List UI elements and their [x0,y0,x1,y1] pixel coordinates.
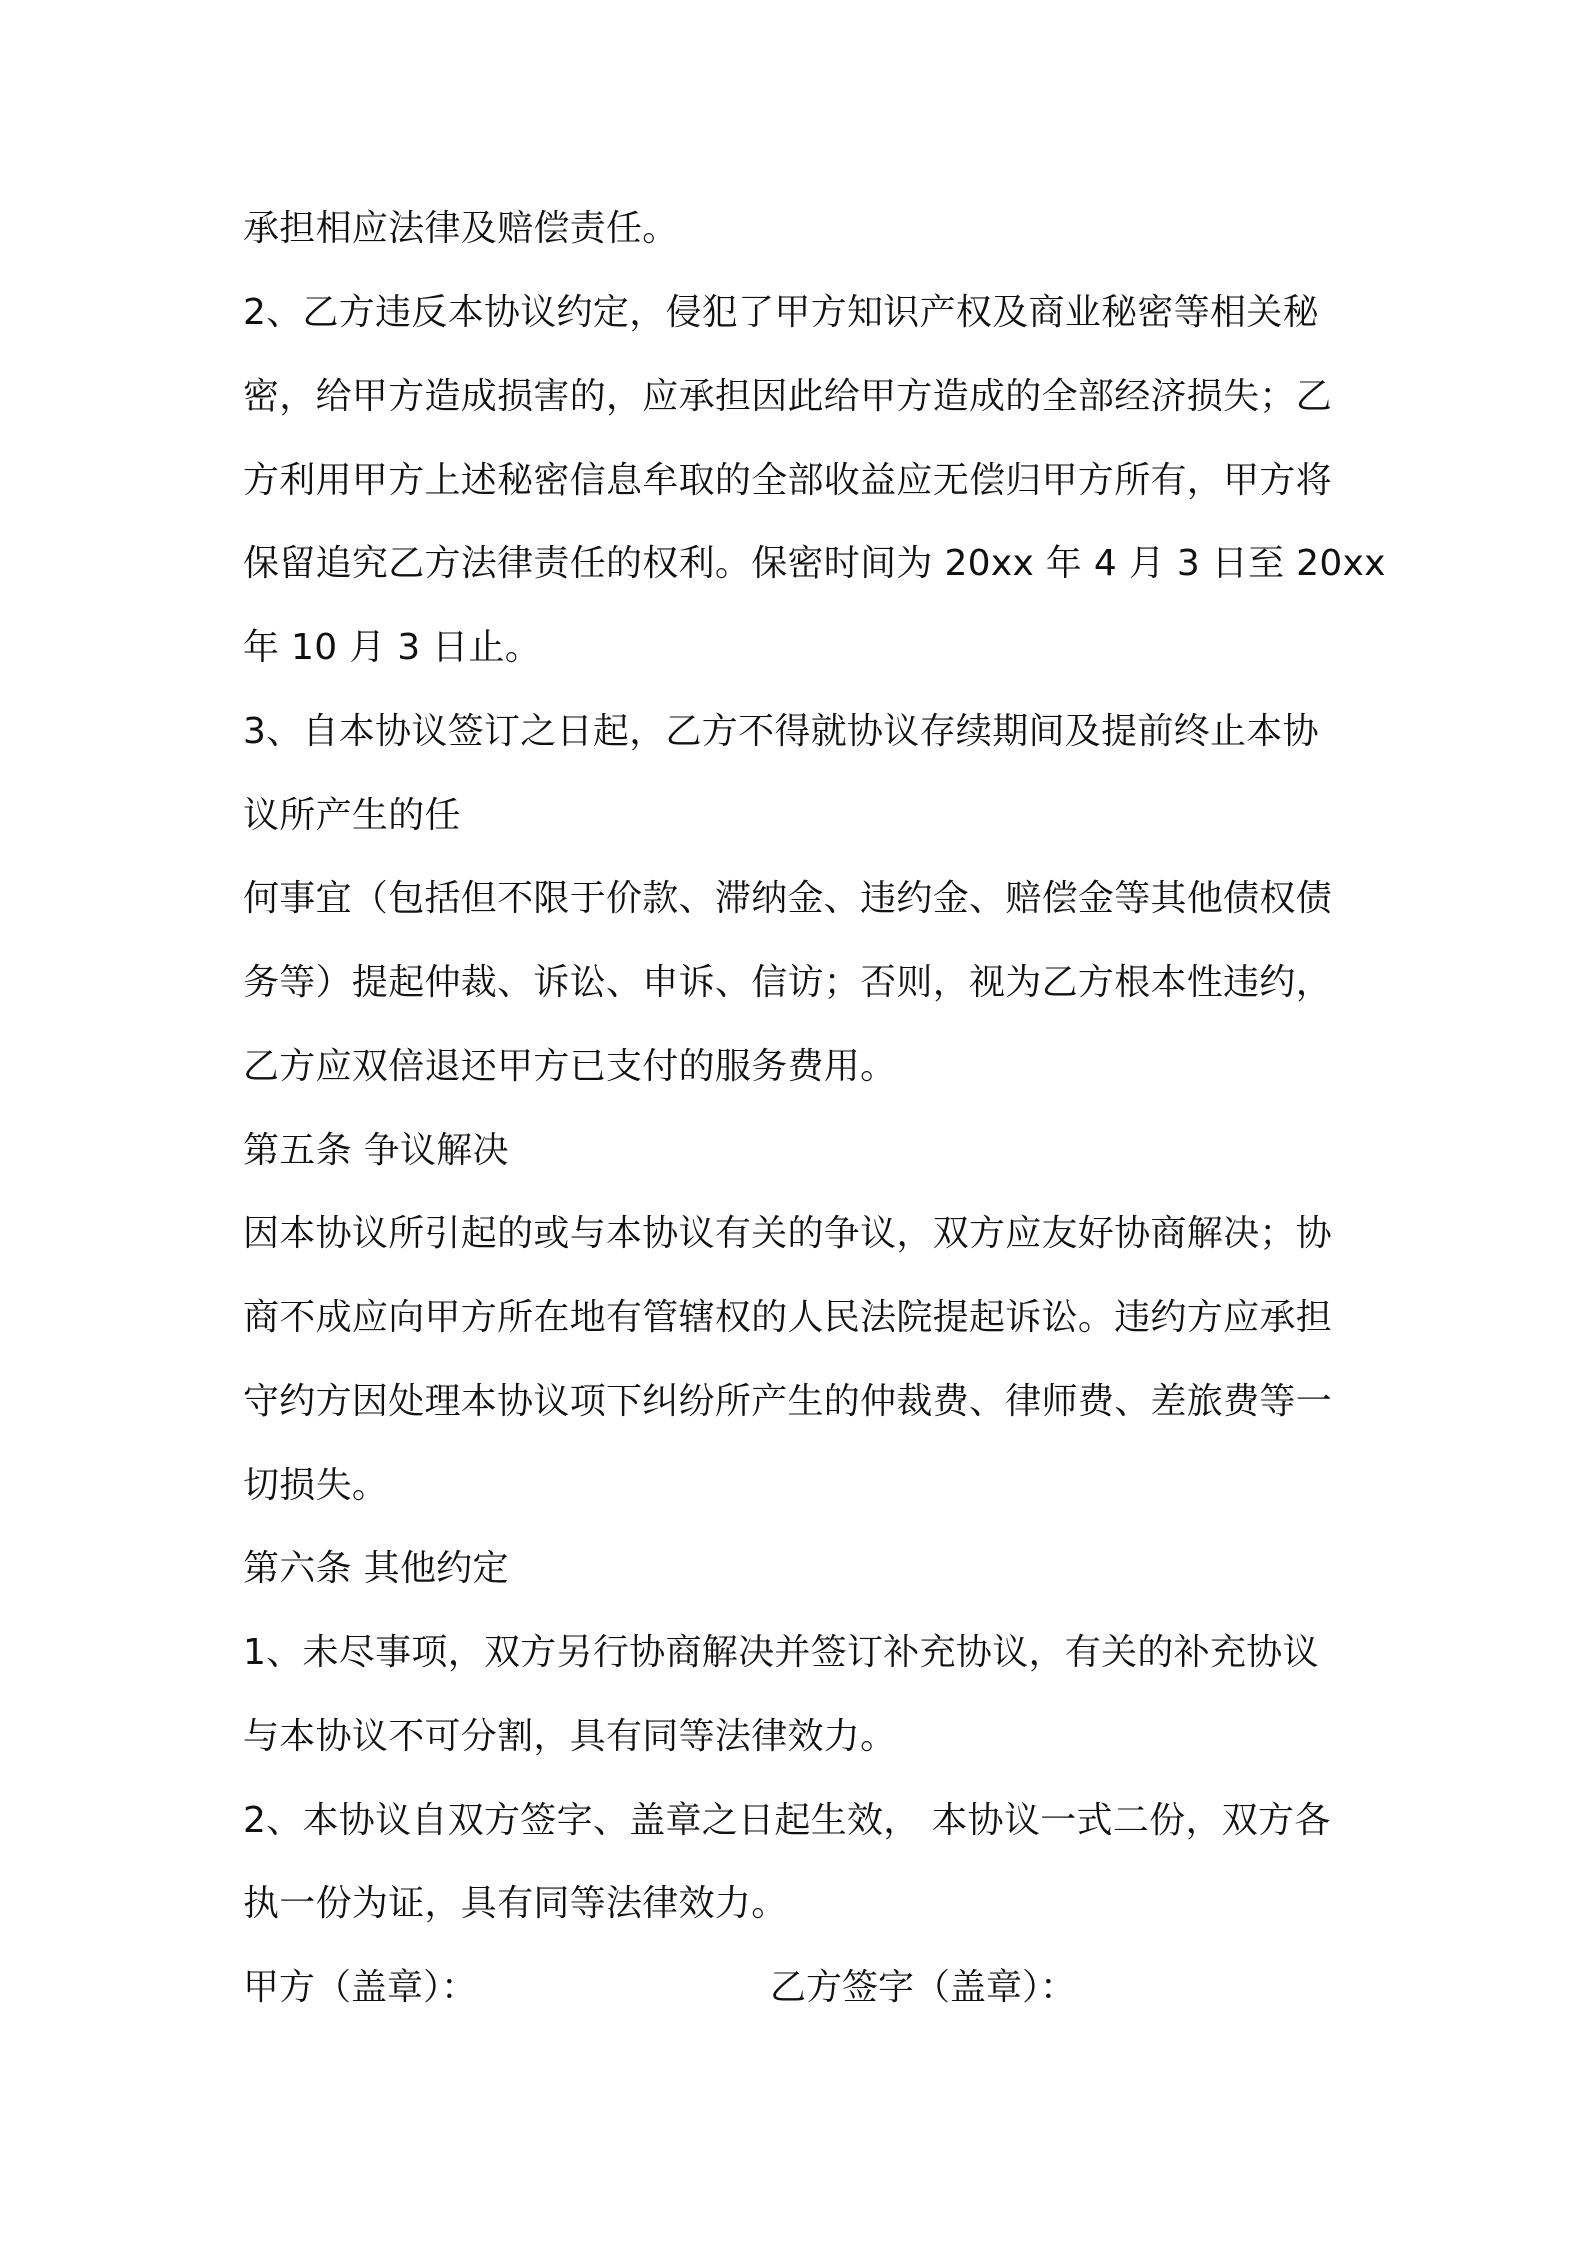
text-line: 乙方应双倍退还甲方已支付的服务费用。 [243,1046,897,1087]
text-line: 保留追究乙方法律责任的权利。保密时间为 20xx 年 4 月 3 日至 20xx [243,543,1386,584]
party-b-signature-label: 乙方签字（盖章）： [770,1967,1077,2008]
text-line: 3、自本协议签订之日起，乙方不得就协议存续期间及提前终止本协 [243,711,1319,752]
section-heading: 第五条 争议解决 [243,1130,509,1171]
text-line: 与本协议不可分割，具有同等法律效力。 [243,1716,897,1757]
text-line: 议所产生的任 [243,795,461,836]
text-line: 守约方因处理本协议项下纠纷所产生的仲裁费、律师费、差旅费等一 [243,1381,1333,1422]
text-line: 2、本协议自双方签字、盖章之日起生效， 本协议一式二份，双方各 [243,1800,1331,1841]
text-line: 密，给甲方造成损害的，应承担因此给甲方造成的全部经济损失；乙 [243,376,1333,417]
party-a-signature-label: 甲方（盖章）： [243,1967,478,2008]
text-line: 1、未尽事项，双方另行协商解决并签订补充协议，有关的补充协议 [243,1632,1319,1673]
text-line: 务等）提起仲裁、诉讼、申诉、信访；否则，视为乙方根本性违约， [243,962,1333,1003]
text-line: 方利用甲方上述秘密信息牟取的全部收益应无偿归甲方所有，甲方将 [243,460,1333,501]
text-line: 何事宜（包括但不限于价款、滞纳金、违约金、赔偿金等其他债权债 [243,878,1333,919]
text-line: 因本协议所引起的或与本协议有关的争议，双方应友好协商解决；协 [243,1213,1333,1254]
text-line: 执一份为证，具有同等法律效力。 [243,1883,788,1924]
text-line: 商不成应向甲方所在地有管辖权的人民法院提起诉讼。违约方应承担 [243,1297,1333,1338]
text-line: 年 10 月 3 日止。 [243,627,542,668]
text-line: 切损失。 [243,1465,389,1506]
text-line: 承担相应法律及赔偿责任。 [243,208,679,249]
text-line: 2、乙方违反本协议约定，侵犯了甲方知识产权及商业秘密等相关秘 [243,292,1319,333]
section-heading: 第六条 其他约定 [243,1548,509,1589]
